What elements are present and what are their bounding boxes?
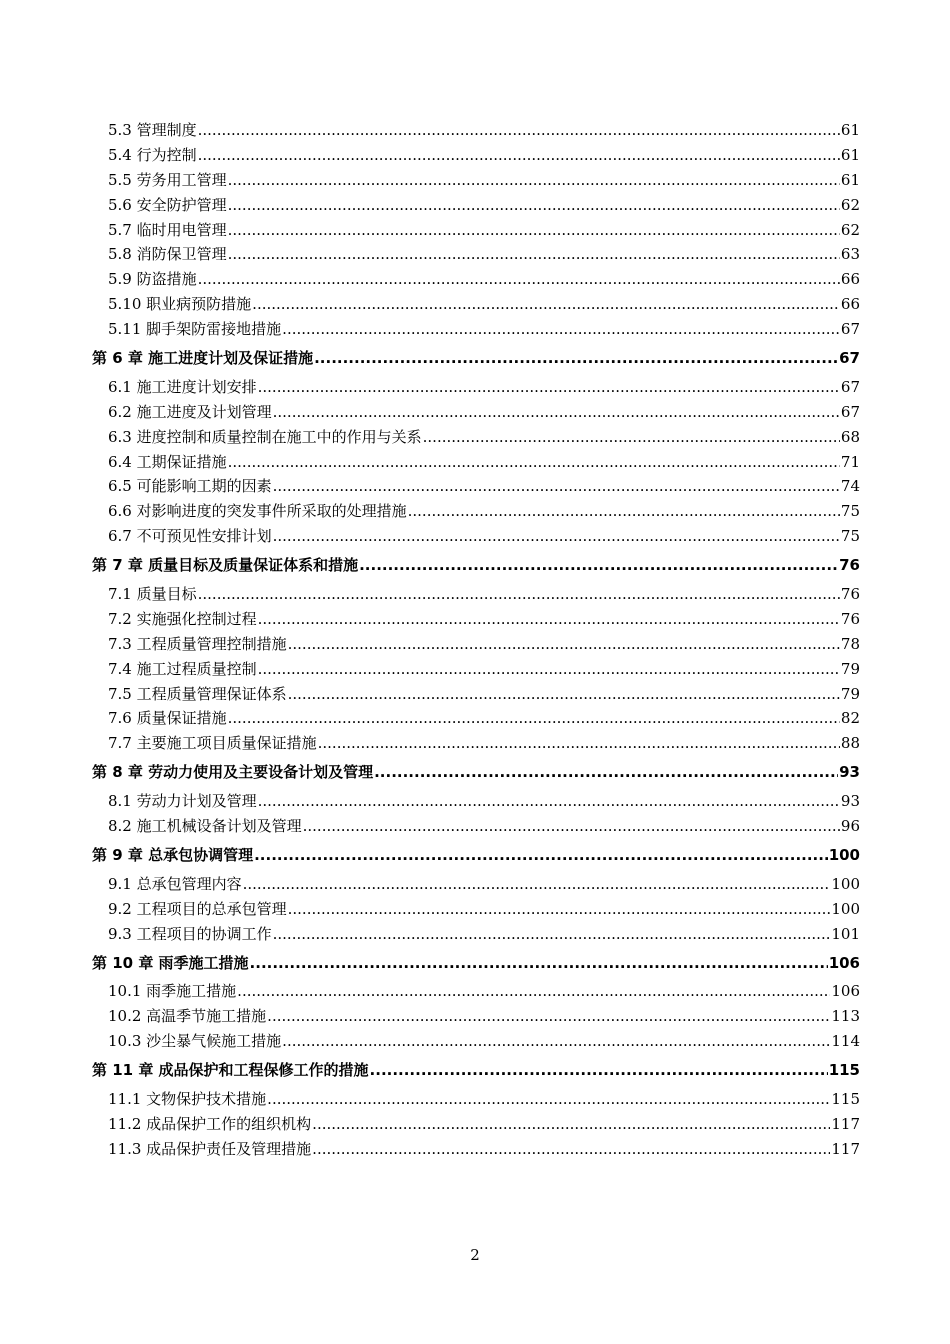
toc-section-entry[interactable] (92, 375, 860, 400)
toc-leader-dots (250, 951, 828, 976)
toc-entry-label: 8.2 施工机械设备计划及管理 (108, 817, 302, 836)
toc-entry-page: 67 (840, 320, 860, 339)
toc-section-entry[interactable] (92, 706, 860, 731)
toc-section-entry[interactable] (92, 657, 860, 682)
toc-leader-dots (288, 897, 831, 922)
toc-entry-label: 第 10 章 雨季施工措施 (92, 953, 249, 972)
toc-entry-label: 6.4 工期保证措施 (108, 452, 227, 471)
toc-entry-page: 100 (831, 874, 860, 893)
toc-section-entry[interactable] (92, 731, 860, 756)
toc-chapter-entry[interactable] (92, 760, 860, 785)
toc-entry-page: 67 (840, 377, 860, 396)
toc-section-entry[interactable] (92, 524, 860, 549)
toc-leader-dots (258, 607, 840, 632)
toc-section-entry[interactable] (92, 450, 860, 475)
table-of-contents (92, 118, 860, 1162)
toc-leader-dots (288, 682, 840, 707)
toc-entry-label: 5.7 临时用电管理 (108, 220, 227, 239)
toc-leader-dots (198, 267, 840, 292)
toc-entry-page: 115 (831, 1089, 860, 1108)
toc-entry-page: 76 (839, 556, 860, 575)
toc-entry-page: 75 (840, 502, 860, 521)
toc-leader-dots (228, 168, 840, 193)
toc-section-entry[interactable] (92, 789, 860, 814)
toc-entry-label: 5.8 消防保卫管理 (108, 245, 227, 264)
toc-entry-page: 78 (840, 634, 860, 653)
toc-leader-dots (359, 553, 838, 578)
toc-leader-dots (252, 292, 840, 317)
toc-entry-page: 62 (840, 195, 860, 214)
toc-entry-label: 6.1 施工进度计划安排 (108, 377, 257, 396)
toc-leader-dots (273, 922, 831, 947)
toc-entry-page: 79 (840, 659, 860, 678)
toc-leader-dots (312, 1137, 830, 1162)
toc-section-entry[interactable] (92, 632, 860, 657)
toc-entry-label: 9.3 工程项目的协调工作 (108, 924, 272, 943)
toc-entry-page: 76 (840, 585, 860, 604)
toc-entry-page: 96 (840, 817, 860, 836)
toc-entry-label: 第 7 章 质量目标及质量保证体系和措施 (92, 556, 359, 575)
toc-leader-dots (273, 524, 840, 549)
toc-entry-label: 第 8 章 劳动力使用及主要设备计划及管理 (92, 763, 374, 782)
toc-entry-label: 第 11 章 成品保护和工程保修工作的措施 (92, 1061, 369, 1080)
toc-section-entry[interactable] (92, 607, 860, 632)
toc-entry-page: 61 (840, 170, 860, 189)
toc-entry-page: 113 (831, 1007, 860, 1026)
toc-section-entry[interactable] (92, 193, 860, 218)
toc-entry-page: 74 (840, 477, 860, 496)
toc-entry-label: 6.6 对影响进度的突发事件所采取的处理措施 (108, 502, 407, 521)
toc-entry-page: 106 (828, 953, 860, 972)
toc-leader-dots (243, 872, 831, 897)
toc-entry-label: 11.1 文物保护技术措施 (108, 1089, 267, 1108)
toc-section-entry[interactable] (92, 1004, 860, 1029)
toc-section-entry[interactable] (92, 317, 860, 342)
toc-section-entry[interactable] (92, 143, 860, 168)
toc-leader-dots (288, 632, 840, 657)
toc-entry-page: 106 (831, 982, 860, 1001)
toc-section-entry[interactable] (92, 400, 860, 425)
toc-entry-label: 6.7 不可预见性安排计划 (108, 527, 272, 546)
toc-leader-dots (198, 582, 840, 607)
toc-entry-label: 第 6 章 施工进度计划及保证措施 (92, 349, 314, 368)
toc-entry-label: 8.1 劳动力计划及管理 (108, 792, 257, 811)
toc-section-entry[interactable] (92, 1087, 860, 1112)
toc-entry-page: 101 (831, 924, 860, 943)
toc-entry-label: 11.2 成品保护工作的组织机构 (108, 1114, 312, 1133)
toc-entry-label: 5.9 防盗措施 (108, 270, 197, 289)
toc-entry-label: 10.1 雨季施工措施 (108, 982, 237, 1001)
toc-chapter-entry[interactable] (92, 951, 860, 976)
toc-entry-page: 100 (831, 899, 860, 918)
toc-entry-label: 6.2 施工进度及计划管理 (108, 402, 272, 421)
toc-leader-dots (258, 657, 840, 682)
toc-entry-label: 5.10 职业病预防措施 (108, 295, 252, 314)
toc-leader-dots (314, 346, 838, 371)
toc-chapter-entry[interactable] (92, 553, 860, 578)
toc-leader-dots (312, 1112, 830, 1137)
toc-section-entry[interactable] (92, 1137, 860, 1162)
toc-section-entry[interactable] (92, 292, 860, 317)
toc-entry-page: 62 (840, 220, 860, 239)
toc-leader-dots (267, 1087, 830, 1112)
toc-section-entry[interactable] (92, 168, 860, 193)
toc-entry-label: 7.7 主要施工项目质量保证措施 (108, 734, 317, 753)
toc-section-entry[interactable] (92, 218, 860, 243)
toc-leader-dots (228, 242, 840, 267)
toc-section-entry[interactable] (92, 499, 860, 524)
toc-chapter-entry[interactable] (92, 843, 860, 868)
toc-entry-label: 7.2 实施强化控制过程 (108, 609, 257, 628)
toc-section-entry[interactable] (92, 872, 860, 897)
toc-leader-dots (423, 425, 840, 450)
toc-entry-label: 7.3 工程质量管理控制措施 (108, 634, 287, 653)
toc-leader-dots (258, 375, 840, 400)
toc-chapter-entry[interactable] (92, 346, 860, 371)
toc-leader-dots (237, 979, 830, 1004)
toc-section-entry[interactable] (92, 474, 860, 499)
toc-leader-dots (228, 706, 840, 731)
toc-entry-label: 10.2 高温季节施工措施 (108, 1007, 267, 1026)
toc-entry-label: 7.5 工程质量管理保证体系 (108, 684, 287, 703)
toc-entry-label: 7.1 质量目标 (108, 585, 197, 604)
toc-leader-dots (198, 143, 840, 168)
toc-entry-page: 88 (840, 734, 860, 753)
toc-leader-dots (282, 317, 840, 342)
toc-section-entry[interactable] (92, 682, 860, 707)
toc-entry-label: 7.6 质量保证措施 (108, 709, 227, 728)
toc-entry-page: 66 (840, 270, 860, 289)
toc-entry-label: 9.2 工程项目的总承包管理 (108, 899, 287, 918)
toc-entry-page: 76 (840, 609, 860, 628)
toc-entry-label: 10.3 沙尘暴气候施工措施 (108, 1032, 282, 1051)
toc-entry-label: 5.5 劳务用工管理 (108, 170, 227, 189)
toc-section-entry[interactable] (92, 267, 860, 292)
toc-leader-dots (318, 731, 840, 756)
toc-entry-label: 5.11 脚手架防雷接地措施 (108, 320, 282, 339)
toc-entry-page: 100 (828, 845, 860, 864)
toc-entry-page: 79 (840, 684, 860, 703)
toc-leader-dots (228, 450, 840, 475)
toc-entry-page: 82 (840, 709, 860, 728)
toc-entry-page: 114 (831, 1032, 860, 1051)
toc-entry-page: 75 (840, 527, 860, 546)
toc-leader-dots (198, 118, 840, 143)
toc-section-entry[interactable] (92, 118, 860, 143)
toc-entry-label: 6.5 可能影响工期的因素 (108, 477, 272, 496)
toc-leader-dots (254, 843, 828, 868)
toc-entry-page: 67 (839, 349, 860, 368)
toc-entry-label: 5.4 行为控制 (108, 145, 197, 164)
toc-entry-page: 61 (840, 145, 860, 164)
toc-chapter-entry[interactable] (92, 1058, 860, 1083)
toc-section-entry[interactable] (92, 922, 860, 947)
toc-leader-dots (258, 789, 840, 814)
toc-entry-page: 115 (828, 1061, 860, 1080)
toc-section-entry[interactable] (92, 1112, 860, 1137)
toc-leader-dots (273, 400, 840, 425)
toc-entry-label: 6.3 进度控制和质量控制在施工中的作用与关系 (108, 427, 422, 446)
toc-entry-label: 11.3 成品保护责任及管理措施 (108, 1139, 312, 1158)
page-number: 2 (470, 1246, 480, 1264)
toc-entry-page: 67 (840, 402, 860, 421)
toc-section-entry[interactable] (92, 979, 860, 1004)
toc-leader-dots (303, 814, 840, 839)
toc-entry-page: 71 (840, 452, 860, 471)
toc-entry-label: 7.4 施工过程质量控制 (108, 659, 257, 678)
toc-entry-page: 117 (831, 1114, 860, 1133)
toc-entry-page: 117 (831, 1139, 860, 1158)
toc-section-entry[interactable] (92, 814, 860, 839)
toc-leader-dots (228, 218, 840, 243)
toc-leader-dots (228, 193, 840, 218)
toc-leader-dots (273, 474, 840, 499)
toc-entry-page: 61 (840, 121, 860, 139)
toc-section-entry[interactable] (92, 242, 860, 267)
toc-entry-label: 第 9 章 总承包协调管理 (92, 845, 254, 864)
toc-section-entry[interactable] (92, 1029, 860, 1054)
toc-leader-dots (282, 1029, 830, 1054)
toc-entry-page: 63 (840, 245, 860, 264)
toc-leader-dots (408, 499, 840, 524)
toc-entry-page: 66 (840, 295, 860, 314)
toc-leader-dots (374, 760, 838, 785)
toc-entry-page: 93 (839, 763, 860, 782)
toc-leader-dots (267, 1004, 830, 1029)
toc-section-entry[interactable] (92, 582, 860, 607)
toc-entry-label: 5.6 安全防护管理 (108, 195, 227, 214)
toc-entry-label: 9.1 总承包管理内容 (108, 874, 242, 893)
toc-leader-dots (370, 1058, 828, 1083)
toc-entry-page: 68 (840, 427, 860, 446)
toc-entry-label: 5.3 管理制度 (108, 121, 197, 139)
toc-section-entry[interactable] (92, 897, 860, 922)
toc-section-entry[interactable] (92, 425, 860, 450)
toc-entry-page: 93 (840, 792, 860, 811)
